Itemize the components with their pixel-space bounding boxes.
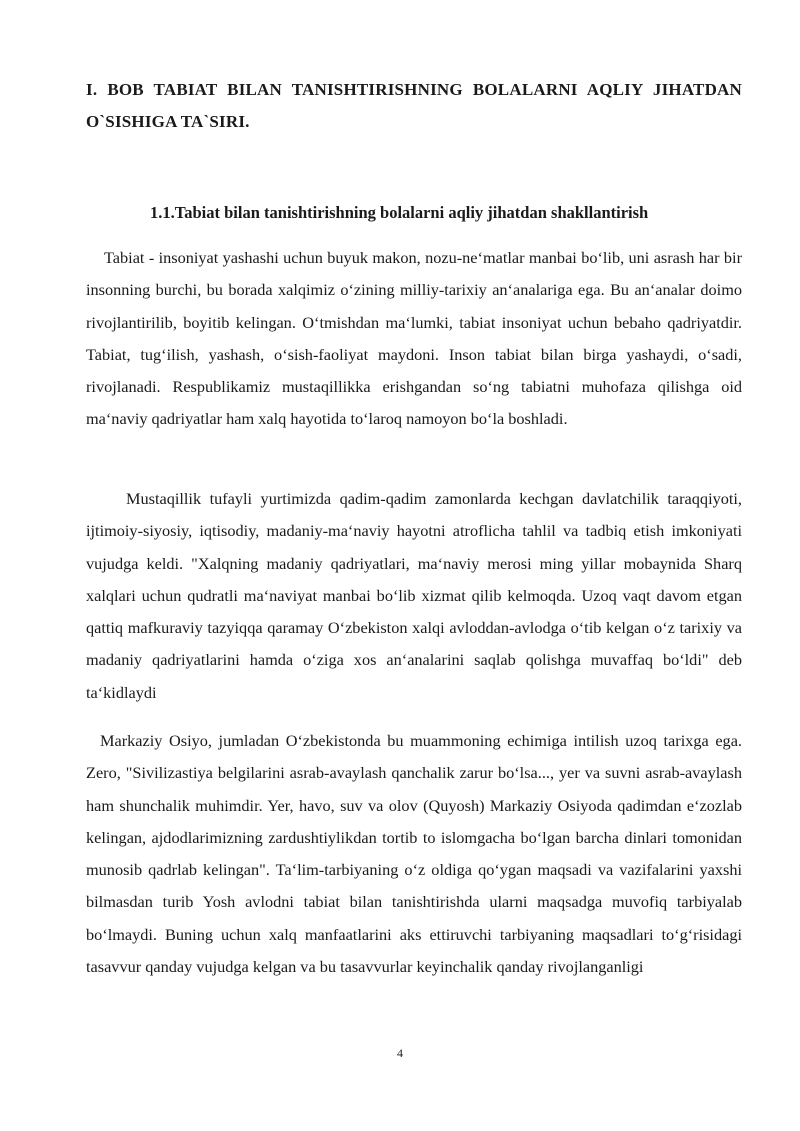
paragraph: Mustaqillik tufayli yurtimizda qadim-qadim zamonlarda kechgan davlatchilik taraqqiyoti, ijtimoiy-siyosiy, iqtisodiy, madaniy-ma‘naviy hayotni atroflicha tahlil va tadbiq etish imkoniyati vujudga keldi. "Xalqning madaniy qadriyatlari, ma‘naviy merosi ming yillar mobaynida Sharq xalqlari uchun qudratli ma‘naviyat manbai bo‘lib xizmat qilib kelmoqda. Uzoq vaqt davom etgan qattiq mafkuraviy tazyiqqa qaramay O‘zbekiston xalqi avloddan-avlodga o‘tib kelgan o‘z tarixiy va madaniy qadriyatlarini hamda o‘ziga xos an‘analarini saqlab qolishga muvaffaq bo‘ldi" deb ta‘kidlaydi [86,489,742,702]
paragraph: Tabiat - insoniyat yashashi uchun buyuk makon, nozu-ne‘matlar manbai bo‘lib, uni asrash har bir insonning burchi, bu borada xalqimiz o‘zining milliy-tarixiy an‘analariga ega. Bu an‘analar doimo rivojlantirilib, boyitib kelingan. O‘tmishdan ma‘lumki, tabiat insoniyat uchun bebaho qadriyatdir. Tabiat, tug‘ilish, yashash, o‘sish-faoliyat maydoni. Inson tabiat bilan birga yashaydi, o‘sadi, rivojlanadi. Respublikamiz mustaqillikka erishgandan so‘ng tabiatni muhofaza qilishga oid ma‘naviy qadriyatlar ham xalq hayotida to‘laroq namoyon bo‘la boshladi. [86,248,742,429]
section-title: 1.1.Tabiat bilan tanishtirishning bolalarni aqliy jihatdan shakllantirish [150,203,649,222]
page-number: 4 [397,1046,403,1060]
paragraph: Markaziy Osiyo, jumladan O‘zbekistonda bu muammoning echimiga intilish uzoq tarixga ega. Zero, "Sivilizastiya belgilarini asrab-avaylash qanchalik zarur bo‘lsa..., yer va suvni asrab-avaylash ham shunchalik muhimdir. Yer, havo, suv va olov (Quyosh) Markaziy Osiyoda qadimdan e‘zozlab kelingan, ajdodlarimizning zardushtiylikdan tortib to islomgacha bo‘lgan barcha dinlari tomonidan munosib qadrlab kelingan". Ta‘lim-tarbiyaning o‘z oldiga qo‘ygan maqsadi va vazifalarini yaxshi bilmasdan turib Yosh avlodni tabiat bilan tanishtirishda ularni maqsadga muvofiq tarbiyalab bo‘lmaydi. Buning uchun xalq manfaatlarini aks ettiruvchi tarbiyaning maqsadlari to‘g‘risidagi tasavvur qanday vujudga kelgan va bu tasavvurlar keyinchalik qanday rivojlanganligi [86,731,742,977]
chapter-title: I. BOB TABIAT BILAN TANISHTIRISHNING BOLALARNI AQLIY JIHATDAN O`SISHIGA TA`SIRI. [86,80,742,131]
